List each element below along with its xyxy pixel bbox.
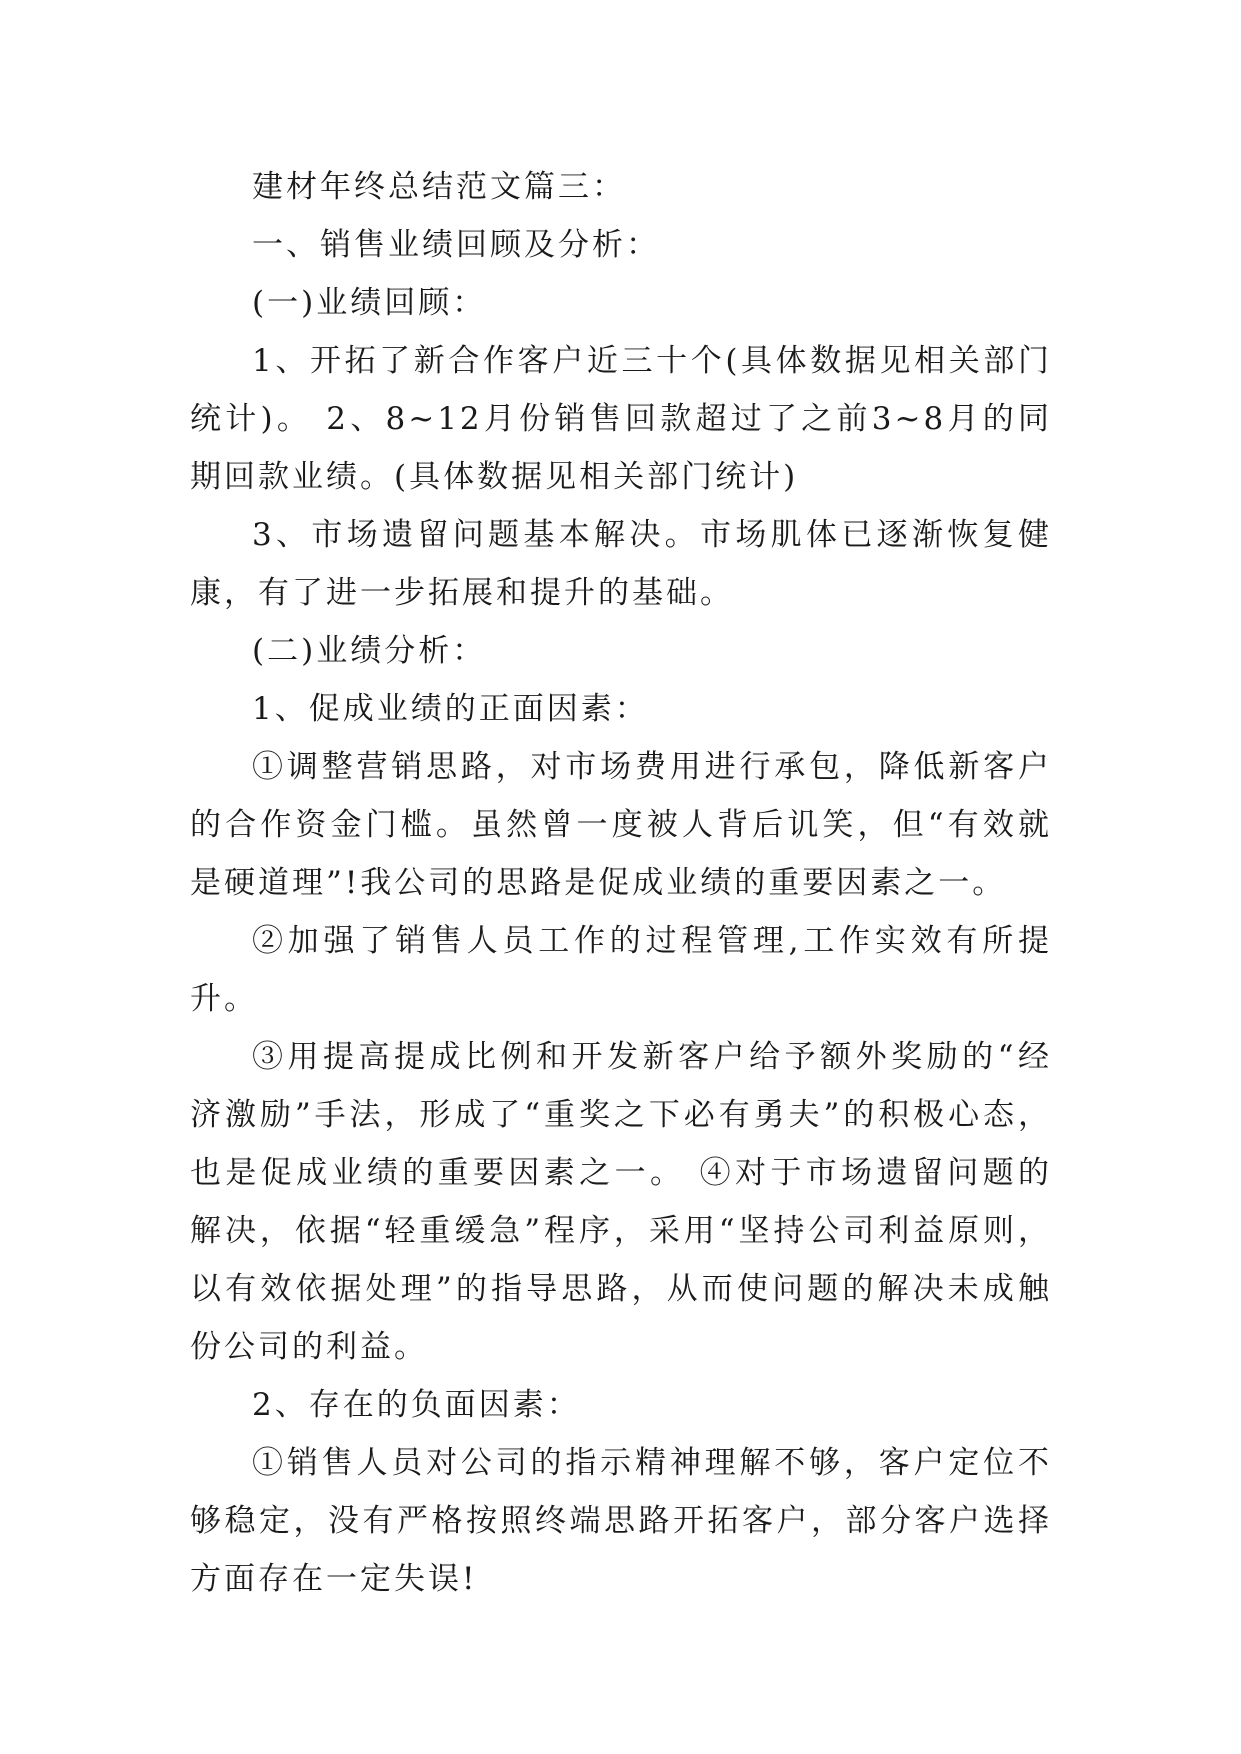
list-heading: 1、促成业绩的正面因素： [252, 691, 649, 727]
paragraph: ②加强了销售人员工作的过程管理,工作实效有所提升。 [190, 923, 1052, 1017]
subsection-heading: (二)业绩分析： [252, 633, 487, 669]
list-heading: 2、存在的负面因素： [252, 1387, 581, 1423]
paragraph: 3、市场遗留问题基本解决。市场肌体已逐渐恢复健康，有了进一步拓展和提升的基础。 [190, 517, 1052, 611]
section-heading: 一、销售业绩回顾及分析： [252, 227, 660, 263]
document-title: 建材年终总结范文篇三： [252, 169, 626, 205]
paragraph: 1、开拓了新合作客户近三十个(具体数据见相关部门统计)。 2、8~12月份销售回款超过了之前3~8月的同期回款业绩。(具体数据见相关部门统计) [190, 343, 1052, 495]
subsection-heading: (一)业绩回顾： [252, 285, 487, 321]
document-body [190, 158, 1052, 1608]
paragraph: ①调整营销思路，对市场费用进行承包，降低新客户的合作资金门槛。虽然曾一度被人背后讥笑，但“有效就是硬道理”!我公司的思路是促成业绩的重要因素之一。 [190, 749, 1052, 901]
paragraph: ①销售人员对公司的指示精神理解不够，客户定位不够稳定，没有严格按照终端思路开拓客户，部分客户选择方面存在一定失误! [190, 1445, 1052, 1597]
paragraph: ③用提高提成比例和开发新客户给予额外奖励的“经济激励”手法，形成了“重奖之下必有勇夫”的积极心态，也是促成业绩的重要因素之一。 ④对于市场遗留问题的解决，依据“轻重缓急”程序，采用“坚持公司利益原则，以有效依据处理”的指导思路，从而使问题的解决未成触份公司的利益。 [190, 1039, 1052, 1365]
